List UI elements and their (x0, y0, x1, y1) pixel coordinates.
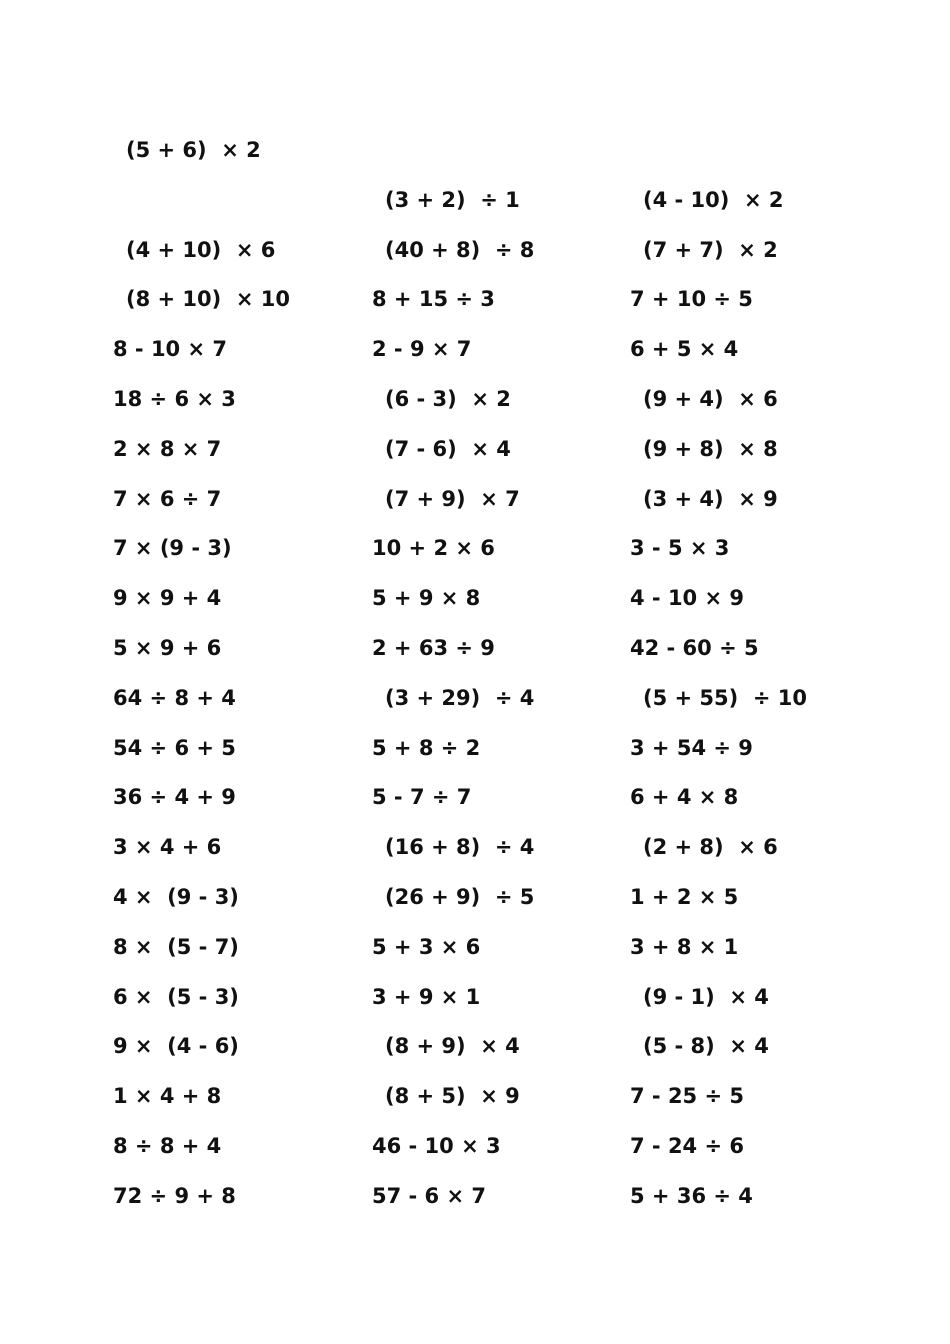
math-problem: (9 + 8) × 8 (643, 436, 778, 461)
math-problem: (9 - 1) × 4 (643, 984, 769, 1009)
math-problem: 8 × (5 - 7) (113, 934, 239, 959)
math-problem: 7 + 10 ÷ 5 (630, 287, 753, 312)
math-problem: (6 - 3) × 2 (385, 387, 511, 411)
math-problem: 9 × 9 + 4 (113, 586, 222, 611)
math-problem: (4 - 10) × 2 (643, 187, 784, 212)
problem-row (0, 932, 950, 962)
problem-row (0, 384, 950, 414)
math-problem: (5 + 6) × 2 (126, 138, 261, 162)
math-problem: 72 ÷ 9 + 8 (113, 1183, 236, 1208)
math-problem: 36 ÷ 4 + 9 (113, 785, 236, 810)
problem-row (0, 1131, 950, 1161)
math-problem: 5 + 9 × 8 (372, 586, 481, 611)
problem-row (0, 782, 950, 812)
problem-row (0, 982, 950, 1012)
math-problem: 8 ÷ 8 + 4 (113, 1134, 222, 1158)
math-problem: (7 + 9) × 7 (385, 486, 520, 511)
problem-row (0, 1031, 950, 1061)
math-problem: 6 × (5 - 3) (113, 984, 239, 1009)
math-problem: 5 + 36 ÷ 4 (630, 1183, 753, 1208)
problem-row (0, 484, 950, 514)
problem-row (0, 284, 950, 314)
math-problem: (3 + 2) ÷ 1 (385, 187, 520, 212)
problem-row (0, 235, 950, 265)
problem-row (0, 583, 950, 613)
math-problem: (26 + 9) ÷ 5 (385, 885, 535, 909)
math-problem: 3 + 8 × 1 (630, 934, 739, 959)
math-problem: 8 - 10 × 7 (113, 337, 228, 362)
math-problem: 9 × (4 - 6) (113, 1034, 239, 1059)
math-problem: (5 - 8) × 4 (643, 1034, 769, 1059)
math-problem: 6 + 4 × 8 (630, 785, 739, 810)
problem-row (0, 533, 950, 563)
math-problem: 57 - 6 × 7 (372, 1183, 487, 1208)
math-problem: (2 + 8) × 6 (643, 835, 778, 860)
math-problem: 64 ÷ 8 + 4 (113, 685, 236, 710)
math-problem: (3 + 29) ÷ 4 (385, 685, 535, 710)
math-problem: 3 × 4 + 6 (113, 835, 222, 860)
math-problem: (4 + 10) × 6 (126, 237, 276, 262)
math-problem: 4 - 10 × 9 (630, 586, 745, 611)
math-problem: 5 - 7 ÷ 7 (372, 785, 472, 810)
math-problem: 1 × 4 + 8 (113, 1084, 222, 1109)
math-problem: 3 + 54 ÷ 9 (630, 735, 753, 760)
problem-row (0, 1181, 950, 1211)
math-problem: 6 + 5 × 4 (630, 337, 739, 362)
math-problem: (7 + 7) × 2 (643, 237, 778, 262)
math-problem: 5 × 9 + 6 (113, 636, 222, 660)
math-problem: 46 - 10 × 3 (372, 1134, 501, 1158)
math-problem: 3 + 9 × 1 (372, 984, 481, 1009)
math-problem: 3 - 5 × 3 (630, 536, 730, 561)
math-problem: (3 + 4) × 9 (643, 486, 778, 511)
math-problem: 7 × 6 ÷ 7 (113, 486, 222, 511)
problem-row (0, 832, 950, 862)
math-problem: 2 - 9 × 7 (372, 337, 472, 362)
math-problem: (8 + 5) × 9 (385, 1084, 520, 1109)
problem-row (0, 135, 950, 165)
math-problem: 42 - 60 ÷ 5 (630, 636, 759, 660)
math-problem: 2 + 63 ÷ 9 (372, 636, 495, 660)
math-problem: (8 + 9) × 4 (385, 1034, 520, 1059)
problem-row (0, 1081, 950, 1111)
math-problem: (40 + 8) ÷ 8 (385, 237, 535, 262)
math-problem: 7 - 24 ÷ 6 (630, 1134, 745, 1158)
math-problem: (16 + 8) ÷ 4 (385, 835, 535, 860)
math-problem: (8 + 10) × 10 (126, 287, 291, 312)
math-problem: 4 × (9 - 3) (113, 885, 239, 909)
problem-row (0, 633, 950, 663)
math-problem: 7 × (9 - 3) (113, 536, 232, 561)
math-problem: (5 + 55) ÷ 10 (643, 685, 808, 710)
math-problem: 7 - 25 ÷ 5 (630, 1084, 745, 1109)
problem-row (0, 733, 950, 763)
math-problem: 1 + 2 × 5 (630, 885, 739, 909)
math-problem: 10 + 2 × 6 (372, 536, 495, 561)
math-problem: 2 × 8 × 7 (113, 436, 222, 461)
problem-row (0, 434, 950, 464)
problem-row (0, 185, 950, 215)
math-problem: (9 + 4) × 6 (643, 387, 778, 411)
problem-row (0, 334, 950, 364)
math-problem: 5 + 8 ÷ 2 (372, 735, 481, 760)
problem-row (0, 882, 950, 912)
math-problem: 5 + 3 × 6 (372, 934, 481, 959)
math-problem: 54 ÷ 6 + 5 (113, 735, 236, 760)
problem-row (0, 683, 950, 713)
math-problem: (7 - 6) × 4 (385, 436, 511, 461)
math-problem: 8 + 15 ÷ 3 (372, 287, 495, 312)
math-problem: 18 ÷ 6 × 3 (113, 387, 236, 411)
